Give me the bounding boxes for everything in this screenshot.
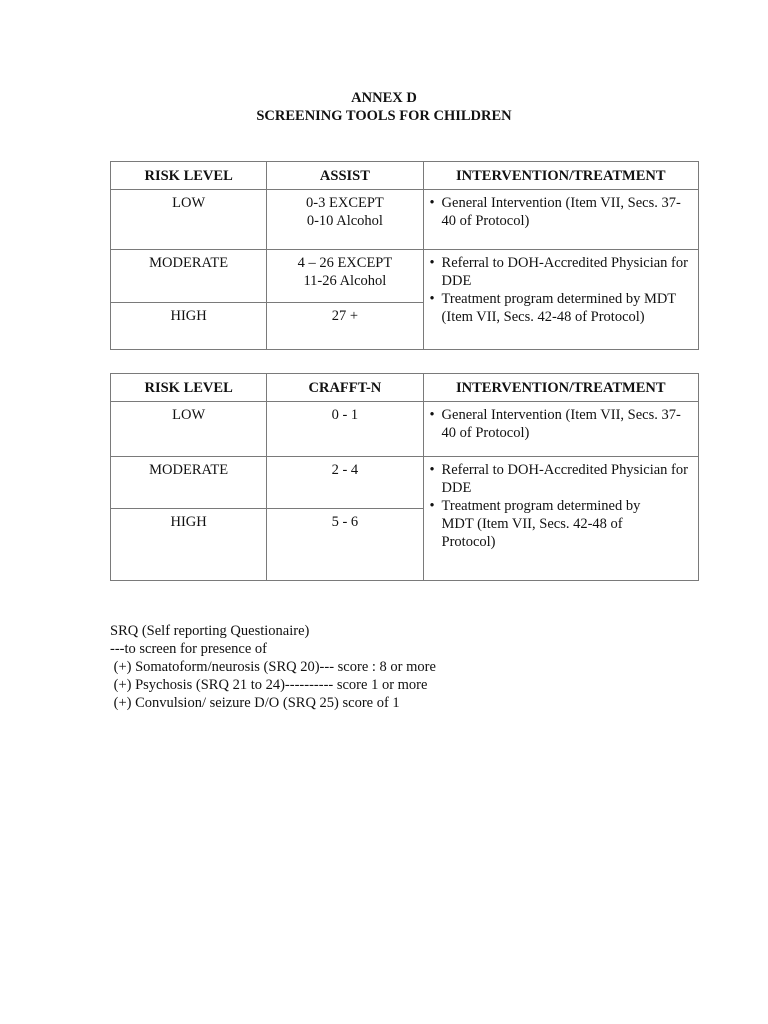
score-line: 4 – 26 EXCEPT (297, 255, 393, 271)
risk-level-cell: LOW (111, 402, 267, 457)
intervention-item: • General Intervention (Item VII, Secs. 37-40 of Protocol) (430, 194, 694, 230)
risk-level-cell: LOW (111, 190, 267, 250)
column-header-crafft: CRAFFT-N (267, 374, 423, 402)
table-row-low (111, 190, 699, 250)
intervention-item: • Treatment program determined by MDT (Item VII, Secs. 42-48 of Protocol) (430, 290, 694, 326)
intervention-list (430, 194, 694, 230)
score-line: 11-26 Alcohol (303, 273, 387, 289)
crafft-score-cell: 2 - 4 (267, 457, 423, 509)
table-row-low (111, 402, 699, 457)
column-header-risk-level: RISK LEVEL (111, 162, 267, 190)
table-row-moderate (111, 457, 699, 509)
column-header-intervention: INTERVENTION/TREATMENT (423, 162, 698, 190)
risk-level-cell: HIGH (111, 509, 267, 581)
annex-title: ANNEX D (351, 90, 417, 106)
risk-level-cell: MODERATE (111, 250, 267, 303)
srq-line: (+) Convulsion/ seizure D/O (SRQ 25) score of 1 (110, 695, 400, 711)
column-header-risk-level: RISK LEVEL (111, 374, 267, 402)
intervention-list (430, 406, 694, 442)
crafft-risk-table (110, 373, 699, 581)
intervention-item: • Treatment program determined by MDT (Item VII, Secs. 42-48 of Protocol) (430, 497, 694, 551)
column-header-intervention: INTERVENTION/TREATMENT (423, 374, 698, 402)
risk-level-cell: MODERATE (111, 457, 267, 509)
document-title: SCREENING TOOLS FOR CHILDREN (256, 108, 512, 124)
intervention-cell (423, 402, 698, 457)
intervention-cell (423, 190, 698, 250)
srq-line: ---to screen for presence of (110, 641, 267, 657)
assist-score-cell (267, 190, 423, 250)
crafft-score-cell: 0 - 1 (267, 402, 423, 457)
score-line: 0-10 Alcohol (306, 213, 383, 229)
intervention-list (430, 254, 694, 326)
crafft-score-cell: 5 - 6 (267, 509, 423, 581)
srq-notes (110, 622, 710, 712)
column-header-assist: ASSIST (267, 162, 423, 190)
assist-risk-table (110, 161, 699, 350)
table-header-row (111, 374, 699, 402)
intervention-cell (423, 250, 698, 350)
risk-level-cell: HIGH (111, 303, 267, 350)
score-line: 0-3 EXCEPT (306, 195, 384, 211)
srq-line: (+) Psychosis (SRQ 21 to 24)---------- score 1 or more (110, 677, 428, 693)
intervention-item: • Referral to DOH-Accredited Physician for DDE (430, 254, 694, 290)
table-row-moderate (111, 250, 699, 303)
table-header-row (111, 162, 699, 190)
assist-score-cell (267, 250, 423, 303)
intervention-item: • General Intervention (Item VII, Secs. 37-40 of Protocol) (430, 406, 694, 442)
srq-line: SRQ (Self reporting Questionaire) (110, 623, 310, 639)
srq-line: (+) Somatoform/neurosis (SRQ 20)--- score : 8 or more (110, 659, 436, 675)
intervention-cell (423, 457, 698, 581)
intervention-list (430, 461, 694, 551)
assist-score-cell: 27 + (267, 303, 423, 350)
intervention-item: • Referral to DOH-Accredited Physician for DDE (430, 461, 694, 497)
